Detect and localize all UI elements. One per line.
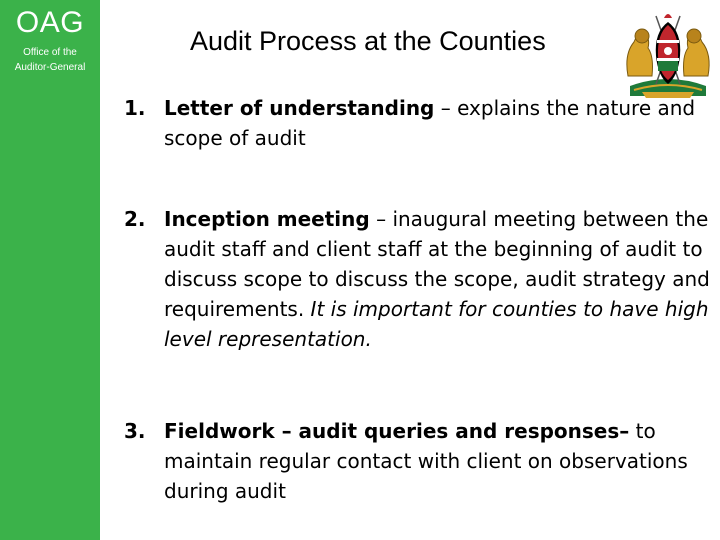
item-heading: Inception meeting: [164, 207, 370, 231]
slide-title: Audit Process at the Counties: [190, 26, 546, 56]
item-number: 2.: [124, 207, 146, 231]
item-body: [164, 93, 714, 153]
item-separator: –: [434, 96, 458, 120]
item-emphasis: It is important for counties to have high level representation.: [164, 297, 709, 351]
item-body: [164, 416, 714, 506]
item-text: to maintain regular contact with client on observations during audit: [164, 419, 688, 503]
item-text: explains the nature and scope of audit: [164, 96, 696, 150]
oag-subtitle: [0, 45, 100, 75]
oag-logo-text: OAG: [15, 6, 85, 39]
oag-subtitle-line2: Auditor-General: [14, 62, 86, 73]
item-number: 1.: [124, 96, 146, 120]
coat-of-arms-icon: [620, 6, 716, 100]
item-body: [164, 204, 714, 354]
item-number: 3.: [124, 419, 146, 443]
item-heading: Letter of understanding: [164, 96, 435, 120]
item-text: inaugural meeting between the audit staff and client staff at the beginning of audit to discuss scope to discuss the scope, audit strategy and requirements.: [164, 207, 710, 321]
item-separator: –: [369, 207, 393, 231]
sidebar-band: [0, 0, 100, 540]
item-heading: Fieldwork – audit queries and responses–: [164, 419, 630, 443]
oag-subtitle-line1: Office of the: [23, 47, 77, 58]
